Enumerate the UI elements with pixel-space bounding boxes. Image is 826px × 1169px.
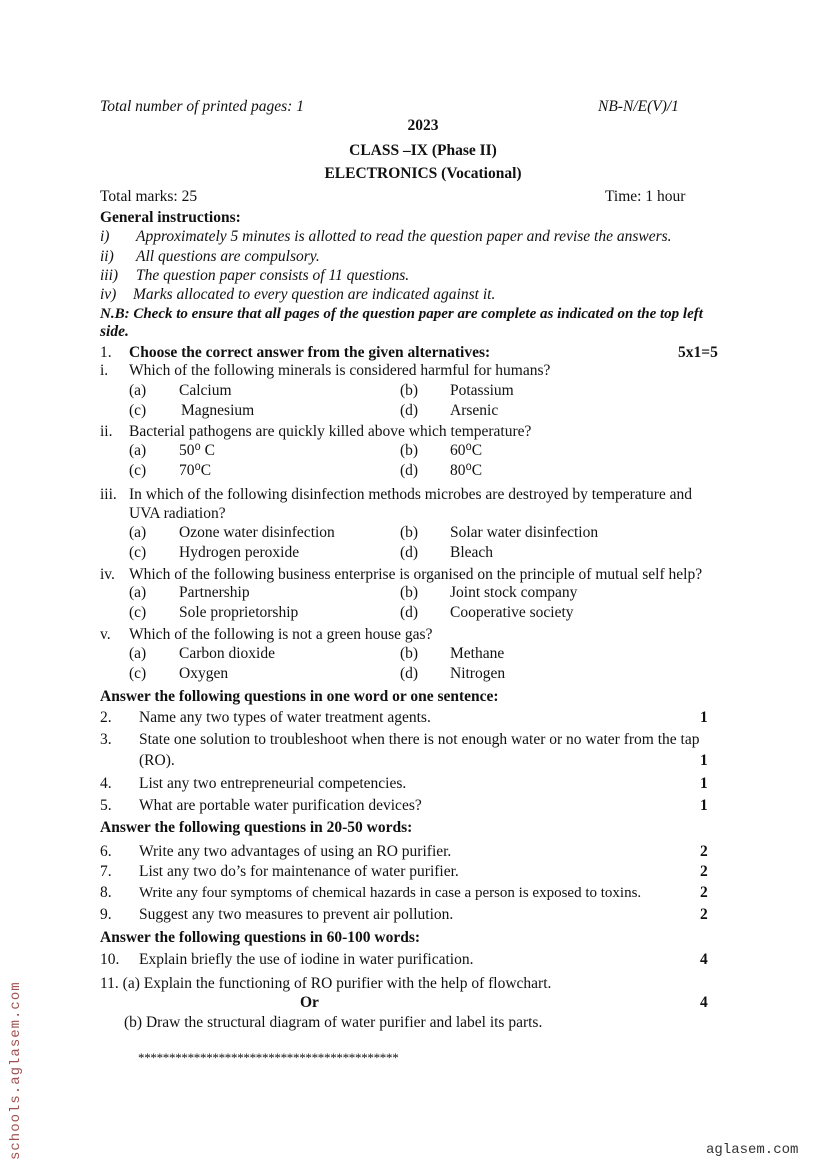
option-text: Potassium <box>450 382 514 399</box>
question-marks: 4 <box>700 951 708 968</box>
instruction-num: iii) <box>100 267 119 284</box>
section-title: Answer the following questions in one word or one sentence: <box>100 688 499 705</box>
question-text: Write any four symptoms of chemical hazards in case a person is exposed to toxins. <box>139 885 642 901</box>
option-label: (c) <box>129 604 147 621</box>
instructions-title: General instructions: <box>100 209 241 226</box>
option-text: Partnership <box>179 584 250 601</box>
nb-note-cont: side. <box>100 323 129 340</box>
option-text: Oxygen <box>179 665 229 682</box>
option-text: Carbon dioxide <box>179 645 275 662</box>
option-text: Ozone water disinfection <box>179 524 335 541</box>
time: Time: 1 hour <box>605 188 686 205</box>
section-title: Answer the following questions in 20-50 words: <box>100 819 413 836</box>
sub-question-text: In which of the following disinfection methods microbes are destroyed by temperature and <box>129 486 693 503</box>
sub-question-text: Which of the following is not a green house gas? <box>129 626 433 643</box>
sub-question-text: Which of the following business enterprise is organised on the principle of mutual self help? <box>129 566 703 583</box>
question-marks: 1 <box>700 797 708 814</box>
question-number: 2. <box>100 709 112 726</box>
nb-note: N.B: Check to ensure that all pages of the question paper are complete as indicated on the top left <box>100 306 703 322</box>
option-text: Joint stock company <box>450 584 578 601</box>
question-text: Write any two advantages of using an RO purifier. <box>139 843 452 860</box>
question-marks: 1 <box>700 775 708 792</box>
question-marks: 1 <box>700 709 708 726</box>
question-number: 3. <box>100 731 112 748</box>
question-number: 7. <box>100 863 112 880</box>
question-marks: 1 <box>700 752 708 769</box>
question-11a-text: 11. (a) Explain the functioning of RO purifier with the help of flowchart. <box>100 975 552 992</box>
instruction-text: Marks allocated to every question are indicated against it. <box>133 286 496 303</box>
instruction-num: iv) <box>100 286 117 303</box>
option-label: (b) <box>400 382 419 399</box>
sub-question-text-cont: UVA radiation? <box>129 505 226 522</box>
option-label: (d) <box>400 544 419 561</box>
option-text: Methane <box>450 645 505 662</box>
sub-question-number: i. <box>100 362 109 379</box>
section-title: Answer the following questions in 60-100 words: <box>100 929 421 946</box>
option-label: (a) <box>129 645 147 662</box>
or-separator: Or <box>300 994 319 1011</box>
question-number: 6. <box>100 843 112 860</box>
option-label: (c) <box>129 462 147 479</box>
subject-title: ELECTRONICS (Vocational) <box>324 165 522 182</box>
instruction-text: All questions are compulsory. <box>136 248 320 265</box>
option-label: (d) <box>400 462 419 479</box>
side-watermark: schools.aglasem.com <box>8 981 24 1160</box>
option-label: (a) <box>129 584 147 601</box>
class-title: CLASS –IX (Phase II) <box>349 142 497 159</box>
option-text: Solar water disinfection <box>450 524 599 541</box>
question-number: 8. <box>100 884 112 901</box>
instruction-num: ii) <box>100 248 114 265</box>
option-text: Nitrogen <box>450 665 506 682</box>
question-number: 4. <box>100 775 112 792</box>
question-number: 10. <box>100 951 120 968</box>
option-label: (a) <box>129 382 147 399</box>
sub-question-text: Bacterial pathogens are quickly killed above which temperature? <box>129 423 532 440</box>
option-text: 80⁰C <box>450 462 483 479</box>
instruction-text: The question paper consists of 11 questions. <box>136 267 410 284</box>
option-label: (b) <box>400 584 419 601</box>
question-marks: 2 <box>700 884 708 901</box>
question-text: Explain briefly the use of iodine in water purification. <box>139 951 474 968</box>
option-label: (a) <box>129 442 147 459</box>
paper-code: NB-N/E(V)/1 <box>598 98 679 115</box>
question-marks: 2 <box>700 863 708 880</box>
option-text: Calcium <box>179 382 232 399</box>
question-marks: 5x1=5 <box>678 344 718 361</box>
question-text-cont: (RO). <box>139 752 175 769</box>
option-label: (b) <box>400 645 419 662</box>
question-text: List any two do’s for maintenance of water purifier. <box>139 863 459 880</box>
sub-question-number: iii. <box>100 486 117 503</box>
sub-question-text: Which of the following minerals is considered harmful for humans? <box>129 362 551 379</box>
sub-question-number: iv. <box>100 566 115 583</box>
option-label: (d) <box>400 665 419 682</box>
footer-watermark: aglasem.com <box>706 1142 799 1158</box>
option-label: (c) <box>129 665 147 682</box>
option-label: (b) <box>400 524 419 541</box>
option-text: Cooperative society <box>450 604 574 621</box>
instruction-num: i) <box>100 228 110 245</box>
question-11b-text: (b) Draw the structural diagram of water purifier and label its parts. <box>124 1014 543 1031</box>
question-marks: 2 <box>700 843 708 860</box>
end-of-paper-stars: ****************************************** <box>138 1050 399 1065</box>
question-number: 5. <box>100 797 112 814</box>
sub-question-number: ii. <box>100 423 113 440</box>
option-label: (a) <box>129 524 147 541</box>
option-text: 70⁰C <box>179 462 212 479</box>
question-text: Choose the correct answer from the given alternatives: <box>129 344 491 361</box>
option-label: (d) <box>400 402 419 419</box>
option-label: (b) <box>400 442 419 459</box>
question-number: 1. <box>100 344 112 361</box>
option-text: Hydrogen peroxide <box>179 544 300 561</box>
year: 2023 <box>407 117 439 134</box>
question-text: Suggest any two measures to prevent air pollution. <box>139 906 454 923</box>
question-number: 9. <box>100 906 112 923</box>
option-label: (d) <box>400 604 419 621</box>
question-text: State one solution to troubleshoot when there is not enough water or no water from the tap <box>139 731 700 748</box>
option-label: (c) <box>129 544 147 561</box>
option-label: (c) <box>129 402 147 419</box>
option-text: 50⁰ C <box>179 442 215 459</box>
question-marks: 2 <box>700 906 708 923</box>
question-text: List any two entrepreneurial competencies. <box>139 775 407 792</box>
instruction-text: Approximately 5 minutes is allotted to read the question paper and revise the answers. <box>136 228 672 245</box>
option-text: Magnesium <box>181 402 255 419</box>
option-text: Sole proprietorship <box>179 604 299 621</box>
option-text: 60⁰C <box>450 442 483 459</box>
option-text: Arsenic <box>450 402 499 419</box>
question-text: What are portable water purification devices? <box>139 797 422 814</box>
sub-question-number: v. <box>100 626 111 643</box>
question-text: Name any two types of water treatment agents. <box>139 709 431 726</box>
printed-pages: Total number of printed pages: 1 <box>100 98 304 115</box>
question-marks: 4 <box>700 994 708 1011</box>
option-text: Bleach <box>450 544 494 561</box>
total-marks: Total marks: 25 <box>100 188 198 205</box>
